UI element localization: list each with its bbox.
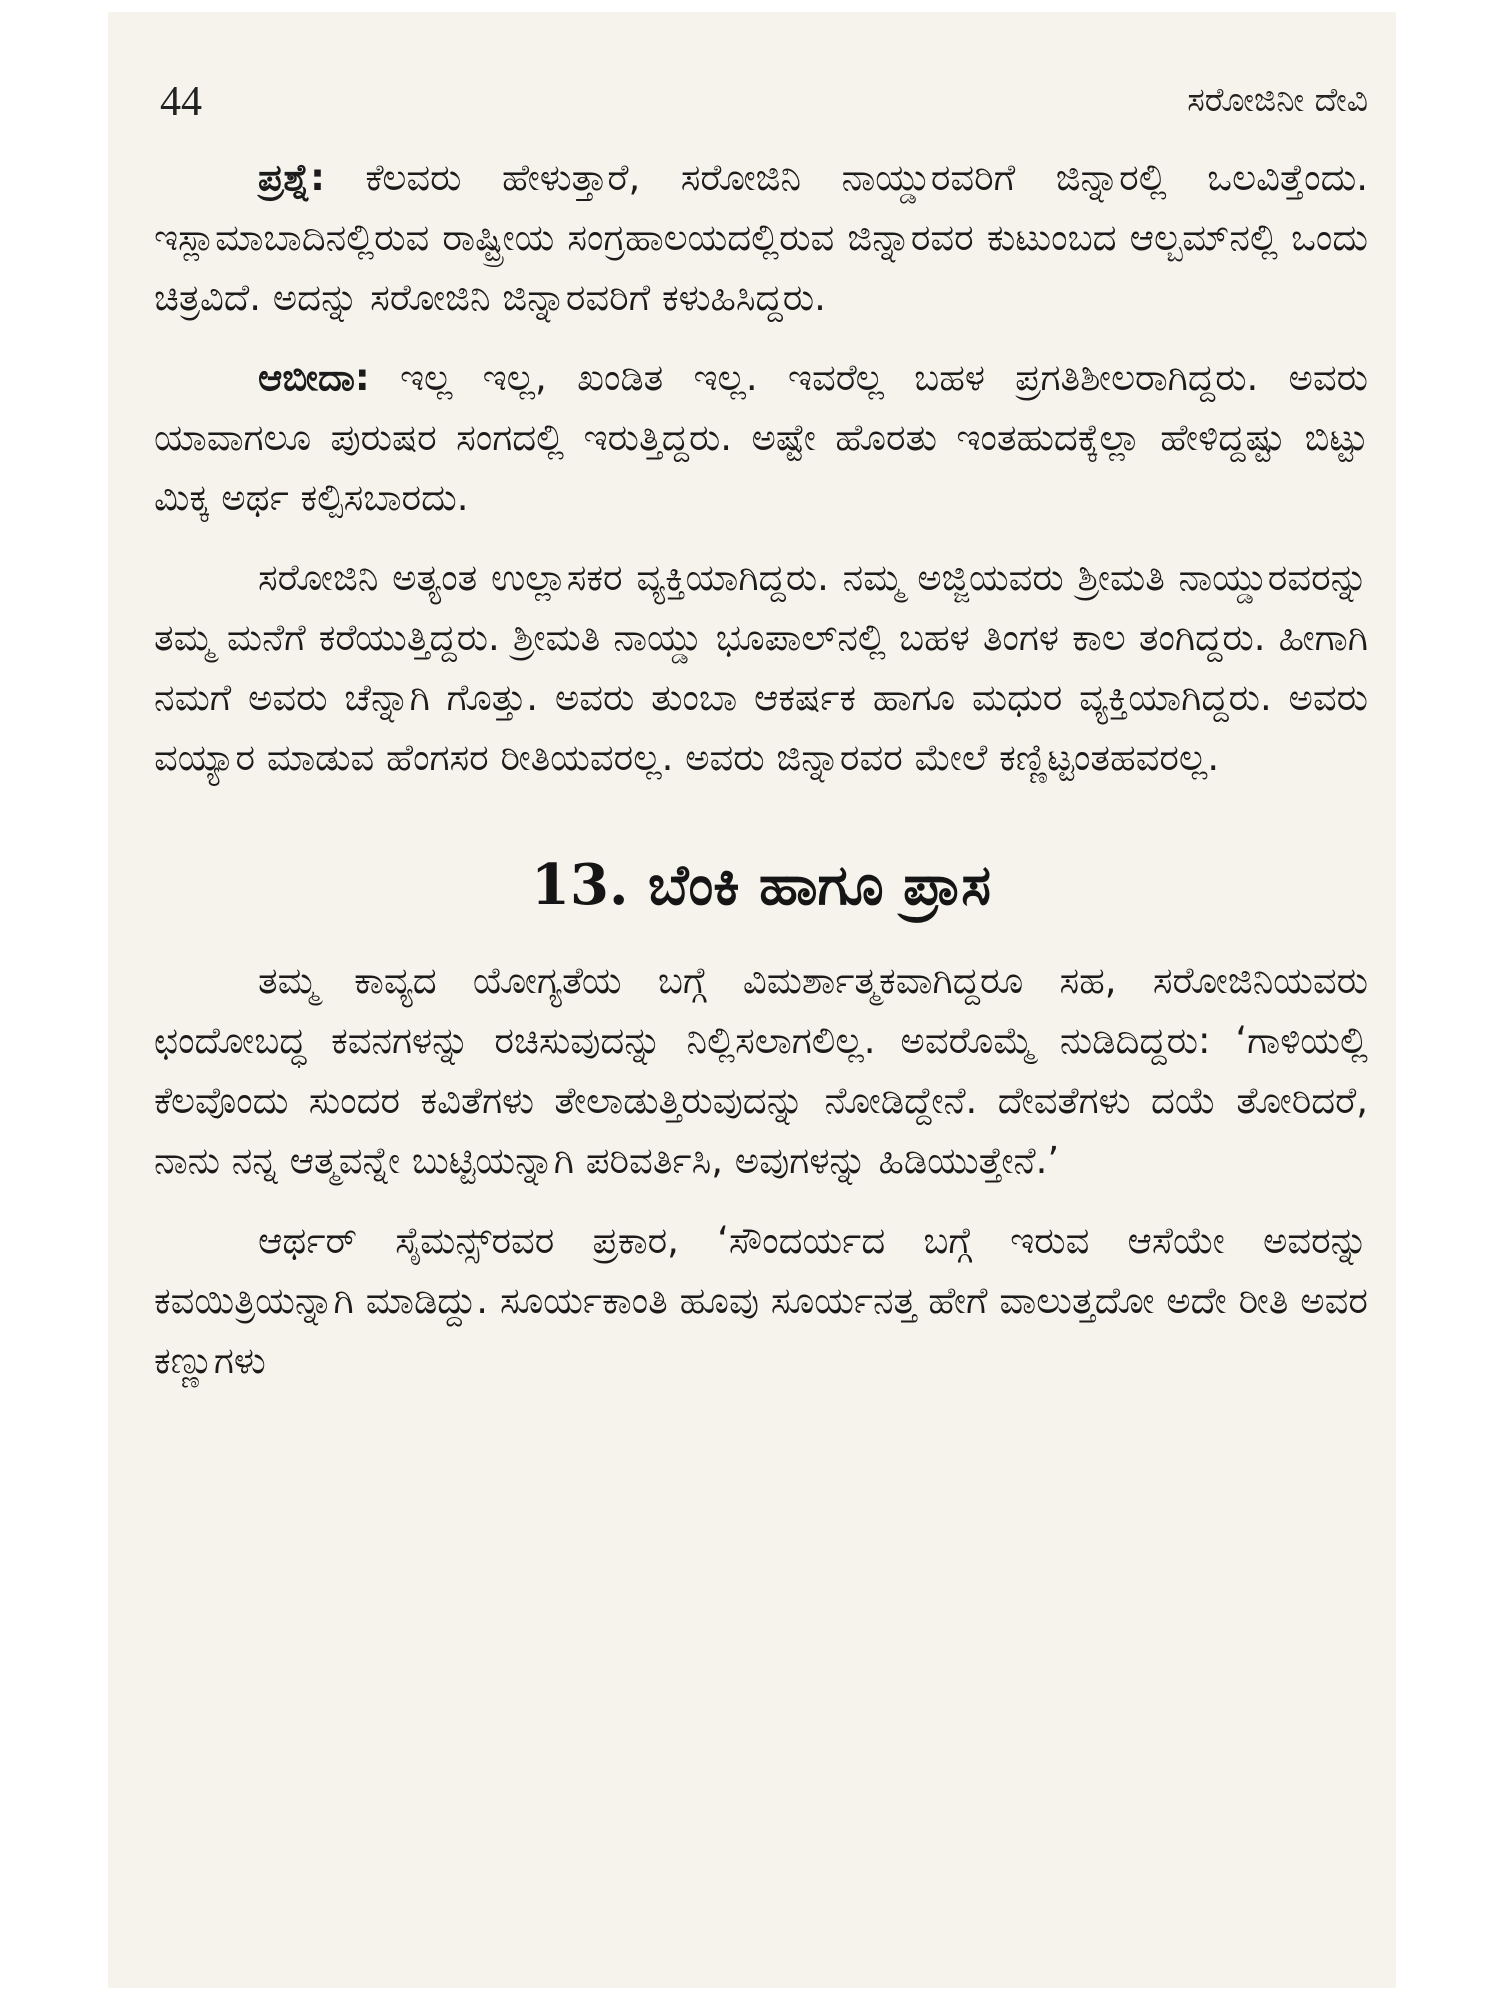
page-header [154,64,1368,144]
paragraph: ಸರೋಜಿನಿ ಅತ್ಯಂತ ಉಲ್ಲಾಸಕರ ವ್ಯಕ್ತಿಯಾಗಿದ್ದರು. ನಮ್ಮ ಅಜ್ಜಿಯವರು ಶ್ರೀಮತಿ ನಾಯ್ಡುರವರನ್ನು ತಮ್ಮ ಮನೆಗೆ ಕರೆಯುತ್ತಿದ್ದರು. ಶ್ರೀಮತಿ ನಾಯ್ಡು ಭೂಪಾಲ್‌ನಲ್ಲಿ ಬಹಳ ತಿಂಗಳ ಕಾಲ ತಂಗಿದ್ದರು. ಹೀಗಾಗಿ ನಮಗೆ ಅವರು ಚೆನ್ನಾಗಿ ಗೊತ್ತು. ಅವರು ತುಂಬಾ ಆಕರ್ಷಕ ಹಾಗೂ ಮಧುರ ವ್ಯಕ್ತಿಯಾಗಿದ್ದರು. ಅವರು ವಯ್ಯಾರ ಮಾಡುವ ಹೆಂಗಸರ ರೀತಿಯವರಲ್ಲ. ಅವರು ಜಿನ್ನಾರವರ ಮೇಲೆ ಕಣ್ಣಿಟ್ಟಂತಹವರಲ್ಲ. [154,556,1368,779]
speaker-label: ಆಬೀದಾ: [258,356,370,399]
chapter-heading: 13. ಬೆಂಕಿ ಹಾಗೂ ಪ್ರಾಸ [531,852,991,918]
paragraph: ತಮ್ಮ ಕಾವ್ಯದ ಯೋಗ್ಯತೆಯ ಬಗ್ಗೆ ವಿಮರ್ಶಾತ್ಮಕವಾಗಿದ್ದರೂ ಸಹ, ಸರೋಜಿನಿಯವರು ಛಂದೋಬದ್ಧ ಕವನಗಳನ್ನು ರಚಿಸುವುದನ್ನು ನಿಲ್ಲಿಸಲಾಗಲಿಲ್ಲ. ಅವರೊಮ್ಮೆ ನುಡಿದಿದ್ದರು: ‘ಗಾಳಿಯಲ್ಲಿ ಕೆಲವೊಂದು ಸುಂದರ ಕವಿತೆಗಳು ತೇಲಾಡುತ್ತಿರುವುದನ್ನು ನೋಡಿದ್ದೇನೆ. ದೇವತೆಗಳು ದಯೆ ತೋರಿದರೆ, ನಾನು ನನ್ನ ಆತ್ಮವನ್ನೇ ಬುಟ್ಟಿಯನ್ನಾಗಿ ಪರಿವರ್ತಿಸಿ, ಅವುಗಳನ್ನು ಹಿಡಿಯುತ್ತೇನೆ.’ [154,959,1368,1182]
question-paragraph [154,148,1368,328]
book-page [108,12,1396,1988]
page-body [154,148,1368,1391]
paragraph-text: ಕೆಲವರು ಹೇಳುತ್ತಾರೆ, ಸರೋಜಿನಿ ನಾಯ್ಡುರವರಿಗೆ ಜಿನ್ನಾರಲ್ಲಿ ಒಲವಿತ್ತೆಂದು. ಇಸ್ಲಾಮಾಬಾದಿನಲ್ಲಿರುವ ರಾಷ್ಟ್ರೀಯ ಸಂಗ್ರಹಾಲಯದಲ್ಲಿರುವ ಜಿನ್ನಾರವರ ಕುಟುಂಬದ ಆಲ್ಬಮ್‌ನಲ್ಲಿ ಒಂದು ಚಿತ್ರವಿದೆ. ಅದನ್ನು ಸರೋಜಿನಿ ಜಿನ್ನಾರವರಿಗೆ ಕಳುಹಿಸಿದ್ದರು. [154,156,1368,319]
page-number: 44 [160,79,202,125]
paragraph-text: ಇಲ್ಲ ಇಲ್ಲ, ಖಂಡಿತ ಇಲ್ಲ. ಇವರೆಲ್ಲ ಬಹಳ ಪ್ರಗತಿಶೀಲರಾಗಿದ್ದರು. ಅವರು ಯಾವಾಗಲೂ ಪುರುಷರ ಸಂಗದಲ್ಲಿ ಇರುತ್ತಿದ್ದರು. ಅಷ್ಟೇ ಹೊರತು ಇಂತಹುದಕ್ಕೆಲ್ಲಾ ಹೇಳಿದ್ದಷ್ಟು ಬಿಟ್ಟು ಮಿಕ್ಕ ಅರ್ಥ ಕಲ್ಪಿಸಬಾರದು. [154,356,1368,519]
running-title: ಸರೋಜಿನೀ ದೇವಿ [1187,80,1368,119]
speaker-label: ಪ್ರಶ್ನೆ: [258,156,325,199]
paragraph: ಆರ್ಥರ್ ಸೈಮನ್ಸ್‌ರವರ ಪ್ರಕಾರ, ‘ಸೌಂದರ್ಯದ ಬಗ್ಗೆ ಇರುವ ಆಸೆಯೇ ಅವರನ್ನು ಕವಯಿತ್ರಿಯನ್ನಾಗಿ ಮಾಡಿದ್ದು. ಸೂರ್ಯಕಾಂತಿ ಹೂವು ಸೂರ್ಯನತ್ತ ಹೇಗೆ ವಾಲುತ್ತದೋ ಅದೇ ರೀತಿ ಅವರ ಕಣ್ಣುಗಳು [154,1219,1368,1382]
answer-paragraph [154,348,1368,528]
